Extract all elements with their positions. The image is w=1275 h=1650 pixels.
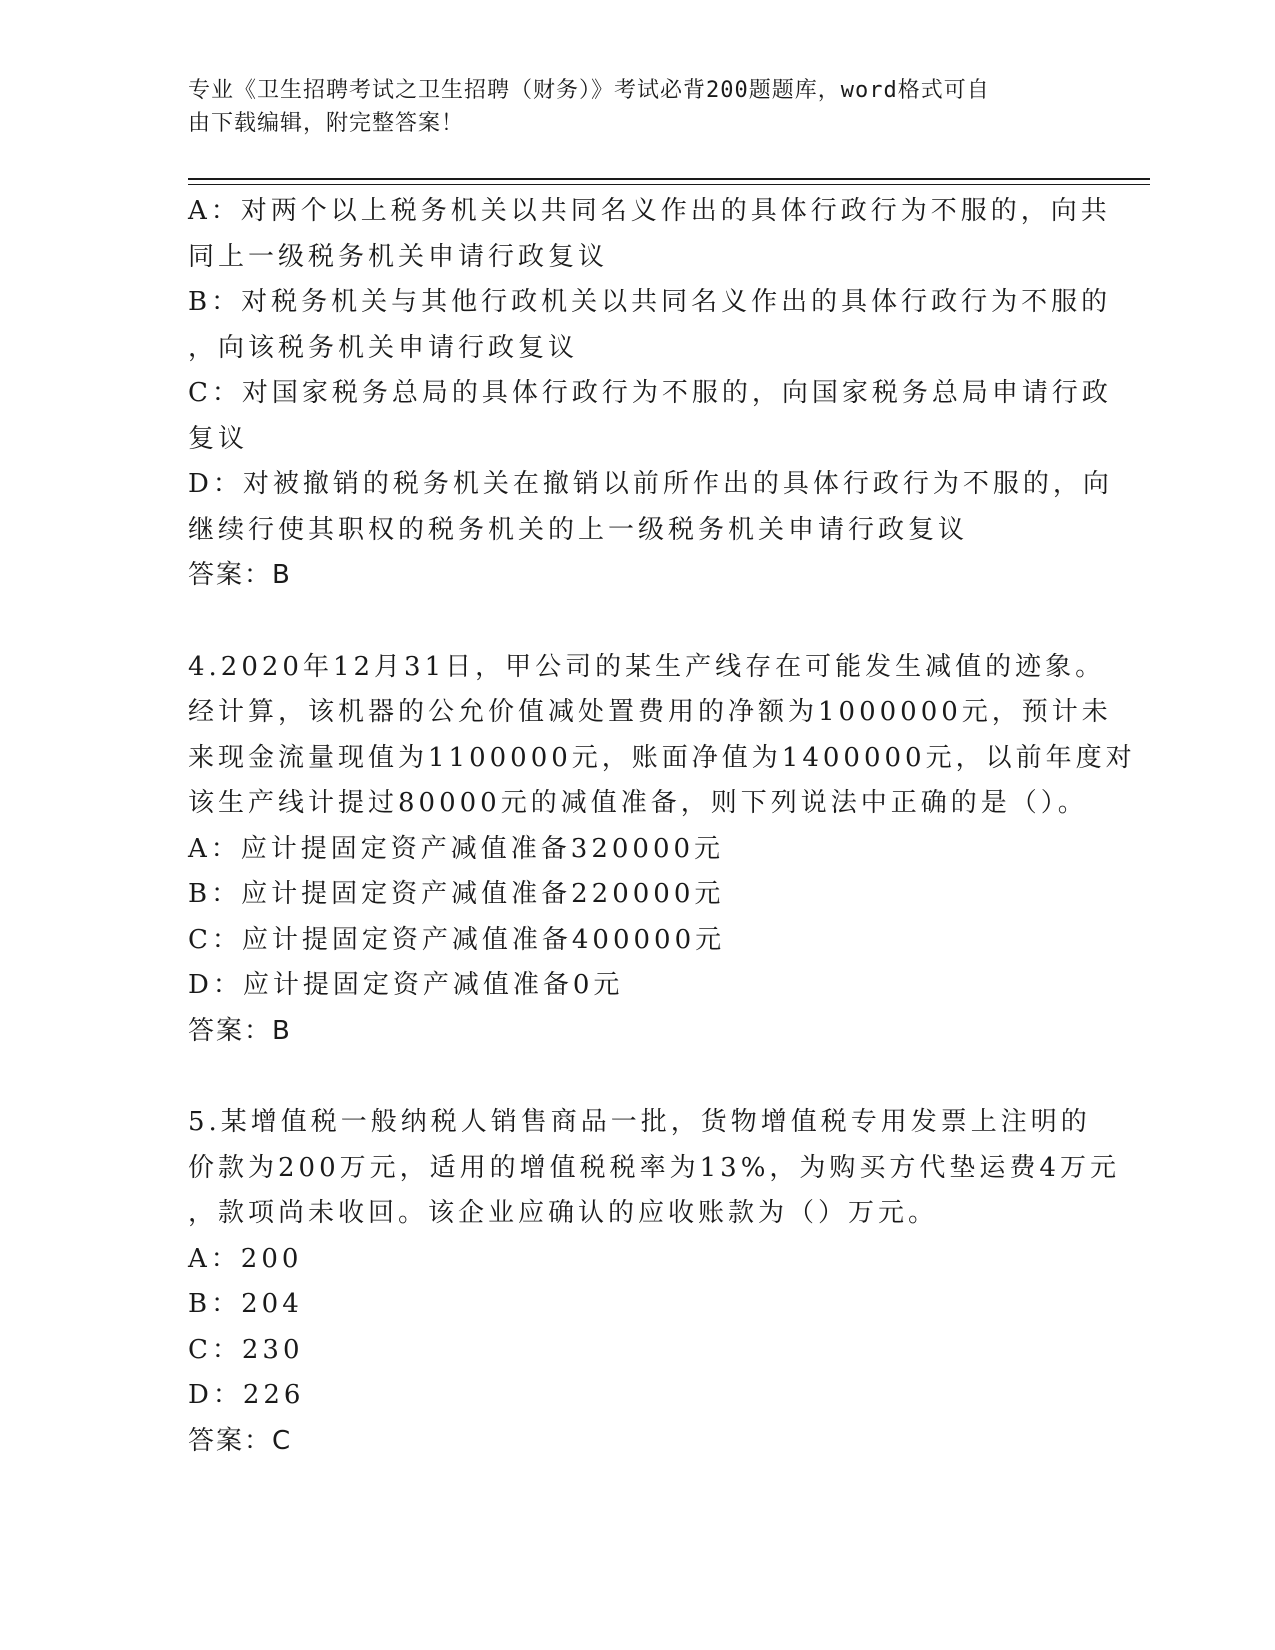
document-header	[188, 74, 1088, 140]
q5-option-a: A：200	[188, 1243, 303, 1274]
header-line-1: 专业《卫生招聘考试之卫生招聘（财务）》考试必背200题题库，word格式可自	[188, 78, 990, 103]
q4-option-d: D：应计提固定资产减值准备0元	[188, 970, 624, 1000]
question-spacer	[188, 1054, 1088, 1100]
q3-answer: 答案：B	[188, 560, 292, 590]
header-divider-thick	[188, 178, 1150, 180]
q4-stem-line-1: 4.2020年12月31日，甲公司的某生产线存在可能发生减值的迹象。	[188, 651, 1106, 682]
question-spacer	[188, 599, 1088, 645]
q5-option-c: C：230	[188, 1334, 304, 1365]
q4-answer: 答案：B	[188, 1015, 292, 1046]
q4-stem-line-2: 经计算，该机器的公允价值减处置费用的净额为1000000元，预计未	[188, 697, 1112, 727]
q4-option-c: C：应计提固定资产减值准备400000元	[188, 924, 726, 955]
q5-answer: 答案：C	[188, 1425, 293, 1456]
q3-option-a-line-1: A：对两个以上税务机关以共同名义作出的具体行政行为不服的，向共	[188, 196, 1111, 226]
q3-option-d-line-2: 继续行使其职权的税务机关的上一级税务机关申请行政复议	[188, 514, 969, 545]
question-content	[188, 189, 1136, 1464]
q3-option-a-line-2: 同上一级税务机关申请行政复议	[188, 241, 609, 272]
q3-option-b-line-1: B：对税务机关与其他行政机关以共同名义作出的具体行政行为不服的	[188, 287, 1112, 317]
q3-option-c-line-1: C：对国家税务总局的具体行政行为不服的，向国家税务总局申请行政	[188, 378, 1112, 408]
header-line-2: 由下载编辑，附完整答案！	[188, 111, 465, 136]
q3-option-b-line-2: ，向该税务机关申请行政复议	[188, 332, 579, 363]
q4-option-b: B：应计提固定资产减值准备220000元	[188, 879, 725, 909]
q5-stem-line-3: ，款项尚未收回。该企业应确认的应收账款为（）万元。	[188, 1198, 939, 1228]
question-3-options	[188, 189, 1113, 599]
question-4	[188, 645, 1136, 1055]
q5-stem-line-1: 5.某增值税一般纳税人销售商品一批，货物增值税专用发票上注明的	[188, 1107, 1091, 1137]
q5-stem-line-2: 价款为200万元，适用的增值税税率为13%，为购买方代垫运费4万元	[188, 1152, 1120, 1183]
header-divider-thin	[188, 184, 1150, 185]
q5-option-b: B：204	[188, 1289, 303, 1319]
q4-stem-line-3: 来现金流量现值为1100000元，账面净值为1400000元，以前年度对	[188, 742, 1136, 773]
q3-option-c-line-2: 复议	[188, 423, 249, 454]
q4-option-a: A：应计提固定资产减值准备320000元	[188, 833, 725, 864]
q4-stem-line-4: 该生产线计提过80000元的减值准备，则下列说法中正确的是（）。	[188, 788, 1088, 818]
q5-option-d: D：226	[188, 1380, 305, 1410]
q3-option-d-line-1: D：对被撤销的税务机关在撤销以前所作出的具体行政行为不服的，向	[188, 469, 1113, 499]
question-5	[188, 1100, 1120, 1464]
